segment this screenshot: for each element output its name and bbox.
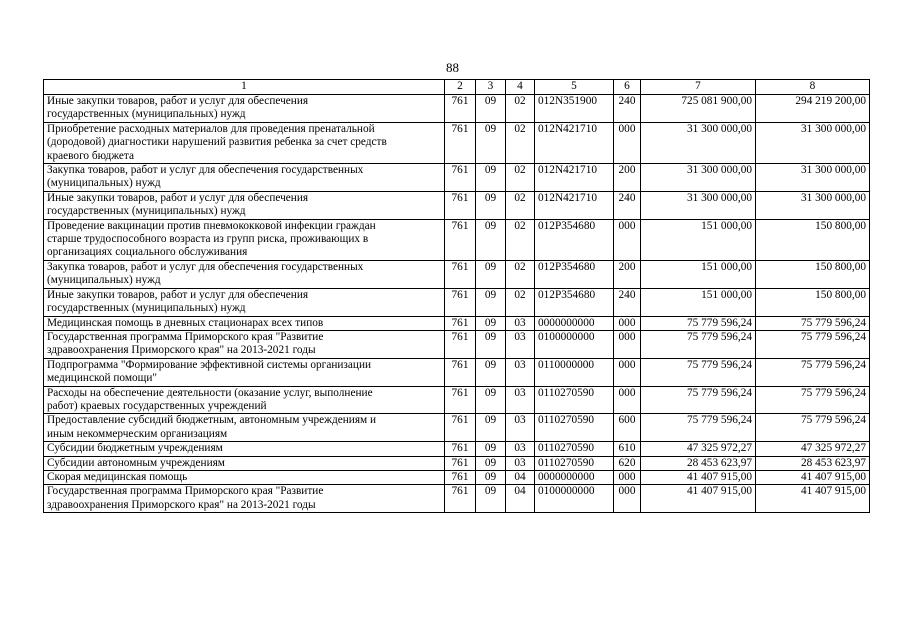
row-col-3: 09 <box>476 456 506 470</box>
table-row <box>44 414 870 442</box>
row-col-2: 761 <box>445 386 476 414</box>
row-col-4: 02 <box>506 260 535 288</box>
row-amount-col-7: 725 081 900,00 <box>641 95 756 123</box>
row-col-6: 200 <box>614 164 641 192</box>
row-amount-col-7: 151 000,00 <box>641 219 756 260</box>
row-col-4: 03 <box>506 414 535 442</box>
row-col-6: 240 <box>614 191 641 219</box>
header-col-7: 7 <box>641 80 756 95</box>
row-amount-col-7: 47 325 972,27 <box>641 442 756 456</box>
row-col-3: 09 <box>476 414 506 442</box>
table-row <box>44 164 870 192</box>
row-col-5: 0110270590 <box>535 386 614 414</box>
row-col-4: 02 <box>506 95 535 123</box>
row-col-6: 600 <box>614 414 641 442</box>
row-col-2: 761 <box>445 316 476 330</box>
row-amount-col-8: 41 407 915,00 <box>756 485 870 513</box>
row-col-4: 04 <box>506 485 535 513</box>
row-name: Иные закупки товаров, работ и услуг для обеспечения государственных (муниципальных) нужд <box>44 191 445 219</box>
row-col-4: 04 <box>506 470 535 484</box>
row-col-3: 09 <box>476 358 506 386</box>
row-col-6: 000 <box>614 386 641 414</box>
row-amount-col-7: 31 300 000,00 <box>641 164 756 192</box>
row-col-3: 09 <box>476 442 506 456</box>
row-col-2: 761 <box>445 456 476 470</box>
row-col-4: 02 <box>506 122 535 163</box>
table-row <box>44 95 870 123</box>
row-col-6: 000 <box>614 316 641 330</box>
table-row <box>44 358 870 386</box>
row-amount-col-8: 31 300 000,00 <box>756 191 870 219</box>
row-col-6: 000 <box>614 219 641 260</box>
row-col-5: 0110000000 <box>535 358 614 386</box>
row-amount-col-7: 31 300 000,00 <box>641 122 756 163</box>
row-col-2: 761 <box>445 442 476 456</box>
row-col-2: 761 <box>445 414 476 442</box>
header-col-2: 2 <box>445 80 476 95</box>
row-amount-col-8: 150 800,00 <box>756 288 870 316</box>
row-col-2: 761 <box>445 260 476 288</box>
table-row <box>44 442 870 456</box>
row-col-6: 000 <box>614 358 641 386</box>
row-amount-col-8: 47 325 972,27 <box>756 442 870 456</box>
row-col-6: 000 <box>614 122 641 163</box>
row-col-6: 620 <box>614 456 641 470</box>
row-col-2: 761 <box>445 122 476 163</box>
row-col-2: 761 <box>445 95 476 123</box>
row-col-4: 02 <box>506 219 535 260</box>
row-col-2: 761 <box>445 358 476 386</box>
table-row <box>44 470 870 484</box>
row-amount-col-7: 75 779 596,24 <box>641 358 756 386</box>
table-row <box>44 386 870 414</box>
row-col-2: 761 <box>445 191 476 219</box>
row-amount-col-8: 28 453 623,97 <box>756 456 870 470</box>
row-amount-col-8: 75 779 596,24 <box>756 330 870 358</box>
row-name: Государственная программа Приморского края "Развитие здравоохранения Приморского края" на 2013-2021 годы <box>44 330 445 358</box>
row-col-5: 0100000000 <box>535 330 614 358</box>
row-name: Иные закупки товаров, работ и услуг для обеспечения государственных (муниципальных) нужд <box>44 95 445 123</box>
row-col-6: 240 <box>614 95 641 123</box>
row-name: Медицинская помощь в дневных стационарах всех типов <box>44 316 445 330</box>
row-name: Иные закупки товаров, работ и услуг для обеспечения государственных (муниципальных) нужд <box>44 288 445 316</box>
row-col-2: 761 <box>445 288 476 316</box>
row-amount-col-7: 151 000,00 <box>641 288 756 316</box>
row-col-2: 761 <box>445 485 476 513</box>
header-col-8: 8 <box>756 80 870 95</box>
header-col-6: 6 <box>614 80 641 95</box>
row-col-3: 09 <box>476 260 506 288</box>
row-amount-col-7: 75 779 596,24 <box>641 330 756 358</box>
row-amount-col-8: 75 779 596,24 <box>756 414 870 442</box>
row-amount-col-7: 41 407 915,00 <box>641 470 756 484</box>
row-col-3: 09 <box>476 330 506 358</box>
row-col-4: 03 <box>506 456 535 470</box>
row-col-5: 012N421710 <box>535 191 614 219</box>
row-amount-col-8: 75 779 596,24 <box>756 358 870 386</box>
table-row <box>44 219 870 260</box>
row-amount-col-7: 151 000,00 <box>641 260 756 288</box>
row-col-5: 0000000000 <box>535 316 614 330</box>
row-col-6: 200 <box>614 260 641 288</box>
row-amount-col-8: 150 800,00 <box>756 219 870 260</box>
row-amount-col-7: 28 453 623,97 <box>641 456 756 470</box>
row-col-4: 03 <box>506 316 535 330</box>
row-col-3: 09 <box>476 95 506 123</box>
row-name: Приобретение расходных материалов для проведения пренатальной (дородовой) диагностики нарушений развития ребенка за счет средств краевого бюджета <box>44 122 445 163</box>
row-amount-col-7: 75 779 596,24 <box>641 414 756 442</box>
row-col-4: 03 <box>506 358 535 386</box>
row-col-3: 09 <box>476 288 506 316</box>
row-col-5: 0110270590 <box>535 442 614 456</box>
row-col-3: 09 <box>476 219 506 260</box>
table-row <box>44 485 870 513</box>
row-col-6: 000 <box>614 330 641 358</box>
header-col-3: 3 <box>476 80 506 95</box>
row-name: Проведение вакцинации против пневмококковой инфекции граждан старше трудоспособного возраста из групп риска, проживающих в организациях социального обслуживания <box>44 219 445 260</box>
row-col-5: 012P354680 <box>535 260 614 288</box>
row-amount-col-8: 31 300 000,00 <box>756 164 870 192</box>
row-col-3: 09 <box>476 485 506 513</box>
header-col-4: 4 <box>506 80 535 95</box>
table-row <box>44 288 870 316</box>
row-col-4: 03 <box>506 330 535 358</box>
header-col-1: 1 <box>44 80 445 95</box>
row-col-3: 09 <box>476 386 506 414</box>
row-col-5: 0000000000 <box>535 470 614 484</box>
row-amount-col-7: 31 300 000,00 <box>641 191 756 219</box>
row-amount-col-8: 150 800,00 <box>756 260 870 288</box>
row-amount-col-8: 41 407 915,00 <box>756 470 870 484</box>
row-name: Закупка товаров, работ и услуг для обеспечения государственных (муниципальных) нужд <box>44 164 445 192</box>
row-name: Предоставление субсидий бюджетным, автономным учреждениям и иным некоммерческим организациям <box>44 414 445 442</box>
table-row <box>44 330 870 358</box>
row-name: Государственная программа Приморского края "Развитие здравоохранения Приморского края" на 2013-2021 годы <box>44 485 445 513</box>
page-number: 88 <box>446 60 459 75</box>
row-col-2: 761 <box>445 470 476 484</box>
row-col-3: 09 <box>476 316 506 330</box>
row-name: Закупка товаров, работ и услуг для обеспечения государственных (муниципальных) нужд <box>44 260 445 288</box>
row-amount-col-7: 75 779 596,24 <box>641 316 756 330</box>
row-col-3: 09 <box>476 122 506 163</box>
row-col-4: 02 <box>506 164 535 192</box>
row-col-4: 02 <box>506 191 535 219</box>
row-col-5: 012N351900 <box>535 95 614 123</box>
row-col-6: 000 <box>614 485 641 513</box>
row-col-3: 09 <box>476 191 506 219</box>
row-col-5: 012P354680 <box>535 288 614 316</box>
row-col-5: 012N421710 <box>535 122 614 163</box>
row-name: Субсидии автономным учреждениям <box>44 456 445 470</box>
row-col-6: 000 <box>614 470 641 484</box>
table-row <box>44 191 870 219</box>
table-body <box>44 95 870 513</box>
row-amount-col-8: 31 300 000,00 <box>756 122 870 163</box>
row-amount-col-8: 75 779 596,24 <box>756 316 870 330</box>
row-amount-col-7: 75 779 596,24 <box>641 386 756 414</box>
row-name: Скорая медицинская помощь <box>44 470 445 484</box>
row-col-5: 0110270590 <box>535 456 614 470</box>
row-col-4: 03 <box>506 386 535 414</box>
row-col-2: 761 <box>445 164 476 192</box>
row-col-5: 0100000000 <box>535 485 614 513</box>
table-row <box>44 260 870 288</box>
table-header-row <box>44 80 870 95</box>
row-name: Подпрограмма "Формирование эффективной системы организации медицинской помощи" <box>44 358 445 386</box>
header-col-5: 5 <box>535 80 614 95</box>
row-col-3: 09 <box>476 164 506 192</box>
row-col-3: 09 <box>476 470 506 484</box>
row-col-4: 03 <box>506 442 535 456</box>
row-col-6: 610 <box>614 442 641 456</box>
row-name: Расходы на обеспечение деятельности (оказание услуг, выполнение работ) краевых государственных учреждений <box>44 386 445 414</box>
row-amount-col-7: 41 407 915,00 <box>641 485 756 513</box>
row-col-6: 240 <box>614 288 641 316</box>
row-amount-col-8: 294 219 200,00 <box>756 95 870 123</box>
budget-table <box>43 79 870 513</box>
table-row <box>44 316 870 330</box>
row-col-4: 02 <box>506 288 535 316</box>
table-row <box>44 456 870 470</box>
row-col-5: 012N421710 <box>535 164 614 192</box>
row-col-2: 761 <box>445 330 476 358</box>
row-col-5: 012P354680 <box>535 219 614 260</box>
row-col-2: 761 <box>445 219 476 260</box>
row-name: Субсидии бюджетным учреждениям <box>44 442 445 456</box>
table-row <box>44 122 870 163</box>
row-amount-col-8: 75 779 596,24 <box>756 386 870 414</box>
row-col-5: 0110270590 <box>535 414 614 442</box>
